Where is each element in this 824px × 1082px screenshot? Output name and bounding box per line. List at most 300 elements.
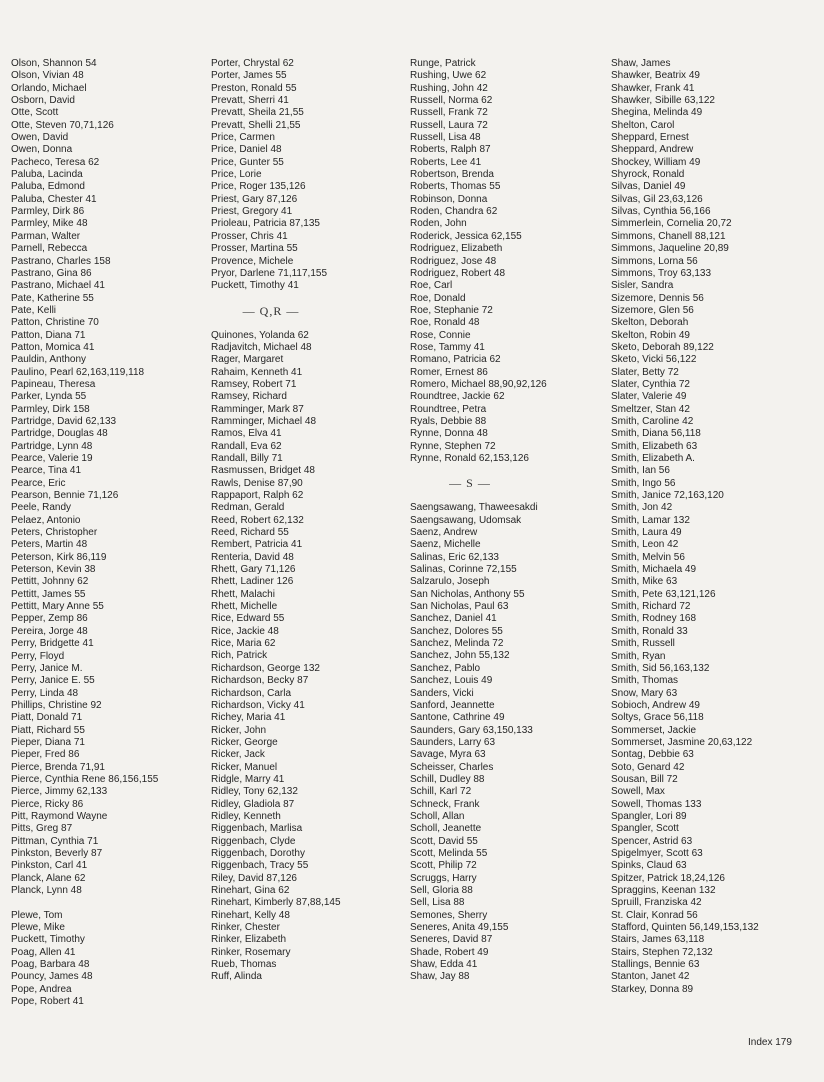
index-entry: Pope, Robert 41 xyxy=(11,996,84,1008)
index-entry: Stallings, Bennie 63 xyxy=(611,959,700,971)
index-entry: Paluba, Lacinda xyxy=(11,169,83,181)
index-entry: Riggenbach, Dorothy xyxy=(211,847,305,859)
index-entry: Sousan, Bill 72 xyxy=(611,773,678,785)
index-entry: Otte, Scott xyxy=(11,107,59,119)
index-entry: Smith, Pete 63,121,126 xyxy=(611,588,716,600)
index-entry: Pitt, Raymond Wayne xyxy=(11,810,108,822)
index-entry: Saenz, Michelle xyxy=(410,539,481,551)
index-entry: Silvas, Daniel 49 xyxy=(611,181,686,193)
index-entry: Spangler, Lori 89 xyxy=(611,810,687,822)
index-entry: Smith, Elizabeth 63 xyxy=(611,440,698,452)
index-entry: Spraggins, Keenan 132 xyxy=(611,885,716,897)
index-entry: Rich, Patrick xyxy=(211,650,268,662)
index-entry: Planck, Alane 62 xyxy=(11,872,86,884)
index-entry: Smith, Jon 42 xyxy=(611,502,673,514)
index-entry: Russell, Laura 72 xyxy=(410,119,488,131)
index-entry: Rasmussen, Bridget 48 xyxy=(211,465,315,477)
index-entry: Smith, Janice 72,163,120 xyxy=(611,490,724,502)
index-entry: Patton, Momica 41 xyxy=(11,341,95,353)
index-entry: Parnell, Rebecca xyxy=(11,243,88,255)
index-entry: Roderick, Jessica 62,155 xyxy=(410,230,522,242)
index-entry: Riggenbach, Marlisa xyxy=(211,823,303,835)
index-entry: Sanchez, Louis 49 xyxy=(410,675,493,687)
index-entry: Rynne, Stephen 72 xyxy=(410,440,496,452)
index-entry: Rhett, Gary 71,126 xyxy=(211,564,296,576)
index-entry: Roe, Stephanie 72 xyxy=(410,304,493,316)
index-entry: Skelton, Robin 49 xyxy=(611,329,690,341)
index-entry: Rager, Margaret xyxy=(211,354,284,366)
index-entry: Shyrock, Ronald xyxy=(611,169,685,181)
index-entry: Shawker, Sibille 63,122 xyxy=(611,95,715,107)
index-entry: Spangler, Scott xyxy=(611,823,679,835)
index-entry: Stairs, James 63,118 xyxy=(611,934,705,946)
index-entry: Rose, Connie xyxy=(410,329,471,341)
index-entry: Snow, Mary 63 xyxy=(611,687,678,699)
index-entry: Rembert, Patricia 41 xyxy=(211,539,303,551)
index-entry: Ramminger, Michael 48 xyxy=(211,415,317,427)
index-column-3 xyxy=(410,58,610,984)
index-entry: Skelton, Deborah xyxy=(611,317,689,329)
index-entry: Pearce, Tina 41 xyxy=(11,465,82,477)
index-entry: Pieper, Fred 86 xyxy=(11,749,80,761)
index-entry: Seneres, Anita 49,155 xyxy=(410,922,509,934)
index-entry: Peterson, Kevin 38 xyxy=(11,564,96,576)
index-entry: Ramsey, Robert 71 xyxy=(211,378,297,390)
index-entry: Sisler, Sandra xyxy=(611,280,674,292)
index-entry: Smith, Elizabeth A. xyxy=(611,453,695,464)
index-entry: Pauldin, Anthony xyxy=(11,354,87,366)
index-entry: Patton, Christine 70 xyxy=(11,317,99,329)
index-entry: Sizemore, Glen 56 xyxy=(611,304,694,316)
index-entry: Saunders, Gary 63,150,133 xyxy=(410,724,533,736)
index-entry: St. Clair, Konrad 56 xyxy=(611,909,698,921)
index-entry: Parker, Lynda 55 xyxy=(11,391,87,403)
index-entry: Price, Roger 135,126 xyxy=(211,181,306,193)
index-entry: Pastrano, Charles 158 xyxy=(11,255,111,267)
index-entry: Simmons, Lorna 56 xyxy=(611,255,698,267)
index-entry: Priest, Gregory 41 xyxy=(211,206,293,218)
index-entry: Orlando, Michael xyxy=(11,82,87,94)
index-entry: Radjavitch, Michael 48 xyxy=(211,341,312,353)
page-footer: Index 179 xyxy=(748,1037,792,1048)
index-entry: Rice, Jackie 48 xyxy=(211,625,279,637)
index-entry: Shaw, James xyxy=(611,58,671,69)
index-entry: Soltys, Grace 56,118 xyxy=(611,712,704,724)
index-entry: Roundtree, Jackie 62 xyxy=(410,391,505,403)
index-entry: Smith, Ian 56 xyxy=(611,465,670,477)
index-entry: Sowell, Max xyxy=(611,786,665,798)
index-entry: Rice, Maria 62 xyxy=(211,638,276,650)
index-entry: Pryor, Darlene 71,117,155 xyxy=(211,267,328,279)
index-entry: Simmons, Troy 63,133 xyxy=(611,267,712,279)
index-entry: Preston, Ronald 55 xyxy=(211,82,297,94)
index-entry: Simmons, Jaqueline 20,89 xyxy=(611,243,729,255)
index-entry: Shegina, Melinda 49 xyxy=(611,107,703,119)
index-entry: Price, Gunter 55 xyxy=(211,156,284,168)
index-entry: Olson, Vivian 48 xyxy=(11,70,84,82)
index-entry: Pittman, Cynthia 71 xyxy=(11,835,99,847)
index-entry: Randall, Billy 71 xyxy=(211,452,283,464)
index-entry: Scheisser, Charles xyxy=(410,761,494,773)
index-entry: Saunders, Larry 63 xyxy=(410,736,496,748)
index-entry: Pierce, Cynthia Rene 86,156,155 xyxy=(11,773,159,785)
index-entry: Rodriguez, Jose 48 xyxy=(410,255,497,267)
index-entry: Pastrano, Gina 86 xyxy=(11,267,92,279)
index-entry: Piatt, Richard 55 xyxy=(11,724,85,736)
index-entry: Pate, Katherine 55 xyxy=(11,292,94,304)
index-entry: Ricker, Manuel xyxy=(211,761,278,773)
index-entry: Smith, Ronald 33 xyxy=(611,625,688,637)
index-entry: Riggenbach, Clyde xyxy=(211,835,296,847)
index-entry: Pepper, Zemp 86 xyxy=(11,613,88,625)
index-entry: Pettitt, Johnny 62 xyxy=(11,576,89,588)
index-entry: Russell, Frank 72 xyxy=(410,107,488,119)
index-entry: Phillips, Christine 92 xyxy=(11,699,102,711)
index-entry: Russell, Lisa 48 xyxy=(410,132,481,144)
index-entry: Scholl, Jeanette xyxy=(410,823,482,835)
index-entry: Ridley, Gladiola 87 xyxy=(211,798,295,810)
index-entry: Roden, Chandra 62 xyxy=(410,206,498,218)
index-entry: Simmons, Chanell 88,121 xyxy=(611,230,726,242)
index-entry: Prevatt, Shelli 21,55 xyxy=(211,119,301,131)
index-entry: Peters, Martin 48 xyxy=(11,539,88,551)
index-entry: Shawker, Beatrix 49 xyxy=(611,70,700,82)
index-entry: Rodriguez, Elizabeth xyxy=(410,243,503,255)
index-entry: San Nicholas, Paul 63 xyxy=(410,601,509,613)
index-entry: Sanford, Jeannette xyxy=(410,699,495,711)
index-entry: Sontag, Debbie 63 xyxy=(611,749,694,761)
index-entry: Ricker, John xyxy=(211,724,267,736)
index-entry: Rynne, Donna 48 xyxy=(410,428,488,440)
index-entry: Sommerset, Jasmine 20,63,122 xyxy=(611,736,753,748)
index-entry: Pettitt, James 55 xyxy=(11,588,86,600)
index-entry: Smith, Laura 49 xyxy=(611,527,682,539)
index-entry: Pierce, Jimmy 62,133 xyxy=(11,786,108,798)
index-entry: Partridge, Lynn 48 xyxy=(11,440,93,452)
index-entry: Schneck, Frank xyxy=(410,798,480,810)
index-entry: Osborn, David xyxy=(11,95,75,107)
index-entry: Stanton, Janet 42 xyxy=(611,971,690,983)
index-entry: Roe, Donald xyxy=(410,292,466,304)
index-entry: Rodriguez, Robert 48 xyxy=(410,267,506,279)
index-entry: Spitzer, Patrick 18,24,126 xyxy=(611,872,725,884)
index-entry: Pinkston, Carl 41 xyxy=(11,860,88,872)
index-entry: Rinehart, Kelly 48 xyxy=(211,909,290,921)
index-entry: San Nicholas, Anthony 55 xyxy=(410,588,525,600)
index-entry: Shaw, Edda 41 xyxy=(410,959,478,971)
index-entry: Peters, Christopher xyxy=(11,527,98,539)
index-entry: Ramsey, Richard xyxy=(211,391,287,403)
index-entry: Salzarulo, Joseph xyxy=(410,576,490,588)
index-entry: Redman, Gerald xyxy=(211,502,285,514)
index-entry: Reed, Robert 62,132 xyxy=(211,514,304,526)
index-entry: Schill, Dudley 88 xyxy=(410,773,485,785)
index-entry: Plewe, Mike xyxy=(11,922,65,934)
index-entry: Rinker, Chester xyxy=(211,922,280,934)
index-entry: Santone, Cathrine 49 xyxy=(410,712,505,724)
index-entry: Riley, David 87,126 xyxy=(211,872,297,884)
index-entry: Riggenbach, Tracy 55 xyxy=(211,860,309,872)
index-entry: Provence, Michele xyxy=(211,255,294,267)
index-entry: Rhett, Malachi xyxy=(211,588,275,600)
index-entry: Smith, Lamar 132 xyxy=(611,514,690,526)
index-entry: Spinks, Claud 63 xyxy=(611,860,687,872)
index-entry: Sanchez, Dolores 55 xyxy=(410,625,503,637)
index-entry: Piatt, Donald 71 xyxy=(11,712,83,724)
index-entry: Stairs, Stephen 72,132 xyxy=(611,946,713,958)
index-entry: Roberts, Lee 41 xyxy=(410,156,482,168)
index-entry: Perry, Janice E. 55 xyxy=(11,675,95,687)
index-entry: Roundtree, Petra xyxy=(410,403,487,415)
index-entry: Paluba, Chester 41 xyxy=(11,193,97,205)
index-entry: Roberts, Thomas 55 xyxy=(410,181,501,193)
index-column-2 xyxy=(211,58,411,984)
spacer xyxy=(11,897,211,909)
index-entry: Smith, Richard 72 xyxy=(611,601,691,613)
index-entry: Rhett, Ladiner 126 xyxy=(211,576,294,588)
index-entry: Puckett, Timothy xyxy=(11,934,85,946)
index-entry: Papineau, Theresa xyxy=(11,378,96,390)
section-heading: — Q,R — xyxy=(242,303,300,318)
index-entry: Parmley, Dirk 86 xyxy=(11,206,85,218)
index-entry: Sizemore, Dennis 56 xyxy=(611,292,704,304)
index-entry: Smith, Caroline 42 xyxy=(611,415,694,427)
index-entry: Shockey, William 49 xyxy=(611,156,701,168)
index-entry: Roden, John xyxy=(410,218,467,230)
index-entry: Owen, David xyxy=(11,132,69,144)
index-entry: Peele, Randy xyxy=(11,502,72,514)
index-entry: Runge, Patrick xyxy=(410,58,476,69)
index-entry: Sobioch, Andrew 49 xyxy=(611,699,700,711)
index-entry: Pinkston, Beverly 87 xyxy=(11,848,103,859)
section-heading: — S — xyxy=(449,476,491,491)
index-entry: Sheppard, Ernest xyxy=(611,132,689,144)
index-entry: Prosser, Martina 55 xyxy=(211,243,298,255)
index-entry: Shade, Robert 49 xyxy=(410,946,489,958)
index-entry: Smith, Leon 42 xyxy=(611,539,679,551)
index-entry: Saenz, Andrew xyxy=(410,527,478,539)
index-entry: Porter, James 55 xyxy=(211,70,287,82)
index-entry: Ricker, George xyxy=(211,736,278,748)
index-entry: Parman, Walter xyxy=(11,230,81,242)
index-entry: Shawker, Frank 41 xyxy=(611,82,695,94)
index-entry: Rice, Edward 55 xyxy=(211,613,285,625)
index-entry: Spruill, Franziska 42 xyxy=(611,897,702,909)
index-entry: Spigelmyer, Scott 63 xyxy=(611,848,703,859)
index-entry: Perry, Janice M. xyxy=(11,662,83,674)
index-entry: Pettitt, Mary Anne 55 xyxy=(11,601,104,613)
index-entry: Pearce, Valerie 19 xyxy=(11,453,93,464)
index-entry: Perry, Bridgette 41 xyxy=(11,638,94,650)
index-entry: Partridge, Douglas 48 xyxy=(11,428,108,440)
index-entry: Russell, Norma 62 xyxy=(410,95,493,107)
index-entry: Roe, Carl xyxy=(410,280,453,292)
index-entry: Richardson, Vicky 41 xyxy=(211,699,305,711)
index-entry: Smeltzer, Stan 42 xyxy=(611,403,690,415)
index-entry: Smith, Melvin 56 xyxy=(611,551,685,563)
index-entry: Shaw, Jay 88 xyxy=(410,971,470,983)
index-entry: Roe, Ronald 48 xyxy=(410,317,480,329)
index-entry: Prioleau, Patricia 87,135 xyxy=(211,218,320,230)
index-entry: Ridley, Tony 62,132 xyxy=(211,786,298,798)
index-entry: Ridley, Kenneth xyxy=(211,810,281,822)
index-entry: Pierce, Brenda 71,91 xyxy=(11,761,105,773)
index-entry: Prosser, Chris 41 xyxy=(211,230,288,242)
index-entry: Scruggs, Harry xyxy=(410,872,477,884)
index-entry: Rhett, Michelle xyxy=(211,601,278,613)
index-entry: Robertson, Brenda xyxy=(410,169,494,181)
index-entry: Sanchez, Daniel 41 xyxy=(410,613,497,625)
index-entry: Silvas, Cynthia 56,166 xyxy=(611,206,711,218)
index-entry: Sowell, Thomas 133 xyxy=(611,798,702,810)
index-entry: Scott, Philip 72 xyxy=(410,860,477,872)
index-entry: Starkey, Donna 89 xyxy=(611,983,694,995)
index-entry: Price, Carmen xyxy=(211,132,275,144)
index-entry: Pate, Kelli xyxy=(11,304,57,316)
index-entry: Ruff, Alinda xyxy=(211,971,262,983)
index-entry: Sell, Gloria 88 xyxy=(410,885,473,896)
index-entry: Roberts, Ralph 87 xyxy=(410,144,491,156)
index-entry: Smith, Diana 56,118 xyxy=(611,428,701,440)
index-entry: Price, Daniel 48 xyxy=(211,144,282,156)
index-entry: Rushing, Uwe 62 xyxy=(410,70,487,82)
index-entry: Smith, Mike 63 xyxy=(611,576,678,588)
index-entry: Smith, Thomas xyxy=(611,675,679,687)
index-entry: Smith, Sid 56,163,132 xyxy=(611,662,710,674)
index-entry: Sanchez, John 55,132 xyxy=(410,650,510,662)
index-entry: Richardson, George 132 xyxy=(211,662,320,674)
index-column-4 xyxy=(611,58,811,996)
index-entry: Prevatt, Sheila 21,55 xyxy=(211,107,304,119)
index-entry: Randall, Eva 62 xyxy=(211,440,282,452)
index-entry: Rahaim, Kenneth 41 xyxy=(211,366,303,378)
index-entry: Stafford, Quinten 56,149,153,132 xyxy=(611,922,759,934)
index-entry: Savage, Myra 63 xyxy=(410,749,486,761)
index-entry: Rose, Tammy 41 xyxy=(410,341,485,353)
index-entry: Poag, Barbara 48 xyxy=(11,959,90,971)
index-entry: Robinson, Donna xyxy=(410,193,488,205)
index-entry: Pereira, Jorge 48 xyxy=(11,625,88,637)
index-entry: Ridgle, Marry 41 xyxy=(211,773,285,785)
index-entry: Scholl, Allan xyxy=(410,810,465,822)
index-entry: Sanchez, Melinda 72 xyxy=(410,638,504,650)
index-entry: Patton, Diana 71 xyxy=(11,329,86,341)
index-entry: Spencer, Astrid 63 xyxy=(611,835,693,847)
index-entry: Pastrano, Michael 41 xyxy=(11,280,105,292)
index-entry: Pitts, Greg 87 xyxy=(11,823,73,835)
index-entry: Schill, Karl 72 xyxy=(410,786,472,798)
index-entry: Salinas, Corinne 72,155 xyxy=(410,564,517,576)
index-entry: Smith, Ingo 56 xyxy=(611,477,676,489)
index-entry: Porter, Chrystal 62 xyxy=(211,58,294,69)
index-entry: Sanders, Vicki xyxy=(410,687,474,699)
index-entry: Richardson, Becky 87 xyxy=(211,675,309,687)
index-entry: Sheppard, Andrew xyxy=(611,144,694,156)
index-entry: Perry, Floyd xyxy=(11,650,65,662)
index-entry: Sell, Lisa 88 xyxy=(410,897,465,909)
index-entry: Priest, Gary 87,126 xyxy=(211,193,298,205)
index-entry: Slater, Valerie 49 xyxy=(611,391,687,403)
index-entry: Owen, Donna xyxy=(11,144,73,156)
index-entry: Ricker, Jack xyxy=(211,749,265,761)
index-entry: Plewe, Tom xyxy=(11,909,63,921)
index-entry: Ryals, Debbie 88 xyxy=(410,415,487,427)
index-entry: Paluba, Edmond xyxy=(11,181,85,193)
index-entry: Paulino, Pearl 62,163,119,118 xyxy=(11,366,145,378)
index-entry: Renteria, David 48 xyxy=(211,551,294,563)
index-entry: Saengsawang, Thaweesakdi xyxy=(410,502,538,514)
index-entry: Parmley, Mike 48 xyxy=(11,218,88,230)
index-entry: Rappaport, Ralph 62 xyxy=(211,490,304,501)
index-entry: Poag, Allen 41 xyxy=(11,946,76,958)
index-entry: Rueb, Thomas xyxy=(211,959,277,971)
index-entry: Scott, Melinda 55 xyxy=(410,847,488,859)
index-entry: Sanchez, Pablo xyxy=(410,662,481,674)
index-column-1 xyxy=(11,58,211,1008)
index-entry: Pierce, Ricky 86 xyxy=(11,798,84,810)
index-entry: Ramminger, Mark 87 xyxy=(211,403,304,415)
index-entry: Rinehart, Gina 62 xyxy=(211,885,290,896)
index-entry: Olson, Shannon 54 xyxy=(11,58,97,69)
index-entry: Soto, Genard 42 xyxy=(611,761,685,773)
index-entry: Rinehart, Kimberly 87,88,145 xyxy=(211,897,341,909)
index-entry: Peterson, Kirk 86,119 xyxy=(11,551,107,563)
index-entry: Partridge, David 62,133 xyxy=(11,415,117,427)
index-entry: Perry, Linda 48 xyxy=(11,687,79,699)
index-entry: Rinker, Rosemary xyxy=(211,946,291,958)
index-entry: Pearson, Bennie 71,126 xyxy=(11,490,119,502)
index-entry: Puckett, Timothy 41 xyxy=(211,280,299,292)
index-entry: Seneres, David 87 xyxy=(410,934,493,946)
index-entry: Prevatt, Sherri 41 xyxy=(211,95,289,107)
index-entry: Shelton, Carol xyxy=(611,119,675,131)
index-entry: Richey, Maria 41 xyxy=(211,712,286,724)
index-entry: Smith, Ryan xyxy=(611,650,666,662)
index-entry: Reed, Richard 55 xyxy=(211,527,289,539)
index-entry: Slater, Betty 72 xyxy=(611,366,679,378)
index-entry: Romer, Ernest 86 xyxy=(410,366,488,378)
index-entry: Rawls, Denise 87,90 xyxy=(211,477,303,489)
index-entry: Pearce, Eric xyxy=(11,477,66,489)
index-entry: Rushing, John 42 xyxy=(410,82,488,94)
index-entry: Sketo, Vicki 56,122 xyxy=(611,354,697,366)
index-entry: Silvas, Gil 23,63,126 xyxy=(611,193,703,205)
index-entry: Price, Lorie xyxy=(211,169,262,181)
index-entry: Pope, Andrea xyxy=(11,983,72,995)
index-entry: Parmley, Dirk 158 xyxy=(11,403,90,415)
index-entry: Slater, Cynthia 72 xyxy=(611,378,690,390)
index-entry: Romero, Michael 88,90,92,126 xyxy=(410,378,547,390)
index-entry: Sketo, Deborah 89,122 xyxy=(611,341,714,353)
index-entry: Romano, Patricia 62 xyxy=(410,354,501,366)
index-entry: Saengsawang, Udomsak xyxy=(410,514,522,526)
index-entry: Ramos, Elva 41 xyxy=(211,428,282,440)
index-entry: Smith, Michaela 49 xyxy=(611,564,697,576)
index-entry: Rynne, Ronald 62,153,126 xyxy=(410,453,529,464)
index-entry: Pieper, Diana 71 xyxy=(11,736,85,748)
index-entry: Simmerlein, Cornelia 20,72 xyxy=(611,218,732,230)
index-entry: Sommerset, Jackie xyxy=(611,724,697,736)
index-entry: Quinones, Yolanda 62 xyxy=(211,329,309,341)
index-entry: Rinker, Elizabeth xyxy=(211,934,287,946)
index-entry: Semones, Sherry xyxy=(410,909,488,921)
index-entry: Pelaez, Antonio xyxy=(11,514,81,526)
index-entry: Scott, David 55 xyxy=(410,835,478,847)
index-entry: Otte, Steven 70,71,126 xyxy=(11,119,114,131)
index-entry: Richardson, Carla xyxy=(211,687,292,699)
index-entry: Smith, Rodney 168 xyxy=(611,613,697,625)
index-entry: Planck, Lynn 48 xyxy=(11,885,82,897)
